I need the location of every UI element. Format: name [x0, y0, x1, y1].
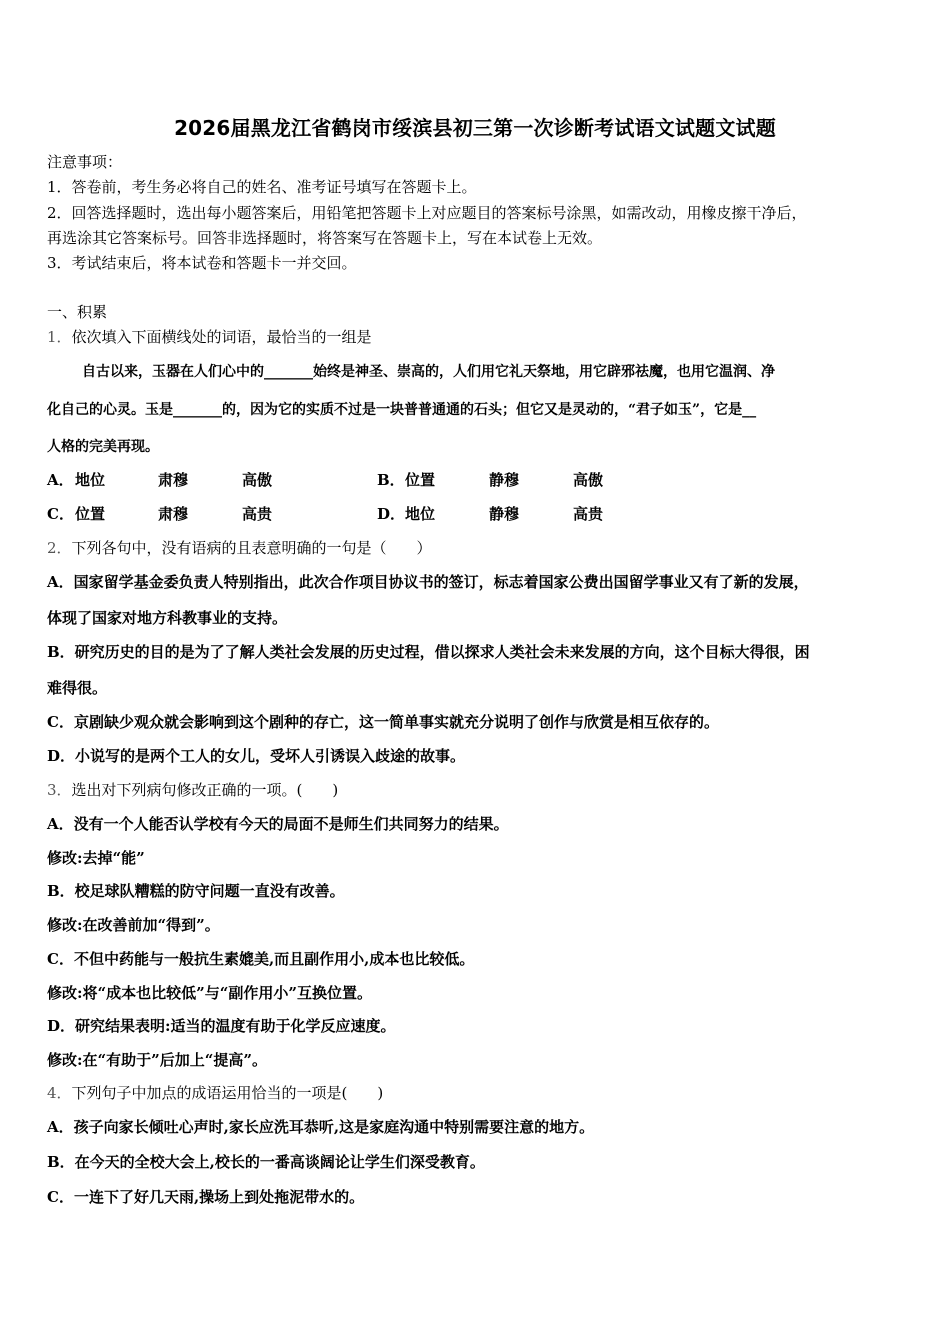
option-word: 位置	[405, 471, 436, 489]
option-label: B．	[377, 471, 405, 489]
question-2	[47, 538, 432, 558]
note-item: 1．答卷前，考生务必将自己的姓名、准考证号填写在答题卡上。	[47, 178, 477, 196]
note-item: 再选涂其它答案标号。回答非选择题时，将答案写在答题卡上，写在本试卷上无效。	[47, 229, 603, 247]
question-1	[47, 327, 372, 347]
option-text: C．不但中药能与一般抗生素媲美,而且副作用小,成本也比较低。	[47, 950, 475, 968]
option-word: 地位	[405, 505, 436, 523]
option-word: 静穆	[489, 505, 520, 523]
option-label: C．	[47, 505, 74, 523]
option-text: A．孩子向家长倾吐心声时,家长应洗耳恭听,这是家庭沟通中特别需要注意的地方。	[47, 1118, 595, 1136]
option-text: 体现了国家对地方科教事业的支持。	[47, 609, 288, 627]
option-word: 高傲	[573, 471, 604, 489]
option-fix: 修改:在“有助于”后加上“提高”。	[47, 1051, 268, 1069]
option-text: A．国家留学基金委负责人特别指出，此次合作项目协议书的签订，标志着国家公费出国留学事业又有了新的发展，	[47, 573, 809, 591]
page-title: 2026届黑龙江省鹤岗市绥滨县初三第一次诊断考试语文试题文试题	[174, 116, 776, 140]
question-stem: 下列各句中，没有语病的且表意明确的一句是（ ）	[71, 539, 432, 557]
option-label: A．	[47, 471, 74, 489]
passage-line: 化自己的心灵。玉是_______的，因为它的实质不过是一块普普通通的石头；但它又是灵动的，“君子如玉”，它是__	[47, 402, 757, 418]
option-word: 肃穆	[158, 505, 189, 523]
option-text: C．京剧缺少观众就会影响到这个剧种的存亡，这一简单事实就充分说明了创作与欣赏是相互依存的。	[47, 713, 719, 731]
option-fix: 修改:去掉“能”	[47, 849, 145, 867]
passage-line: 人格的完美再现。	[47, 439, 159, 455]
question-4	[47, 1083, 383, 1103]
option-word: 高傲	[242, 471, 273, 489]
question-number: 4．	[47, 1084, 72, 1102]
option-text: C．一连下了好几天雨,操场上到处拖泥带水的。	[47, 1188, 365, 1206]
option-text: B．校足球队糟糕的防守问题一直没有改善。	[47, 882, 345, 900]
option-text: 难得很。	[47, 679, 108, 697]
question-stem: 下列句子中加点的成语运用恰当的一项是( )	[71, 1084, 384, 1102]
option-word: 高贵	[573, 505, 604, 523]
note-item: 2．回答选择题时，选出每小题答案后，用铅笔把答题卡上对应题目的答案标号涂黑，如需改动，用橡皮擦干净后，	[47, 204, 807, 222]
option-word: 地位	[75, 471, 106, 489]
question-3	[47, 780, 338, 800]
option-word: 肃穆	[158, 471, 189, 489]
section-heading: 一、积累	[47, 303, 108, 321]
passage-line: 自古以来，玉器在人们心中的_______始终是神圣、崇高的，人们用它礼天祭地，用它辟邪祛魔，也用它温润、净	[82, 364, 775, 380]
option-fix: 修改:在改善前加“得到”。	[47, 916, 220, 934]
question-number: 2．	[47, 539, 72, 557]
question-number: 1．	[47, 328, 72, 346]
option-text: D．小说写的是两个工人的女儿，受坏人引诱误入歧途的故事。	[47, 747, 466, 765]
question-stem: 选出对下列病句修改正确的一项。( )	[71, 781, 339, 799]
question-number: 3．	[47, 781, 72, 799]
question-stem: 依次填入下面横线处的词语，最恰当的一组是	[71, 328, 372, 346]
note-item: 3．考试结束后，将本试卷和答题卡一并交回。	[47, 254, 357, 272]
option-text: B．在今天的全校大会上,校长的一番高谈阔论让学生们深受教育。	[47, 1153, 485, 1171]
option-fix: 修改:将“成本也比较低”与“副作用小”互换位置。	[47, 984, 373, 1002]
option-label: D．	[377, 505, 406, 523]
notes-heading: 注意事项：	[47, 153, 123, 171]
option-text: B．研究历史的目的是为了了解人类社会发展的历史过程，借以探求人类社会未来发展的方向，这个目标大得很，困	[47, 643, 810, 661]
option-word: 位置	[75, 505, 106, 523]
option-text: A．没有一个人能否认学校有今天的局面不是师生们共同努力的结果。	[47, 815, 509, 833]
option-word: 静穆	[489, 471, 520, 489]
option-text: D．研究结果表明:适当的温度有助于化学反应速度。	[47, 1017, 396, 1035]
option-word: 高贵	[242, 505, 273, 523]
